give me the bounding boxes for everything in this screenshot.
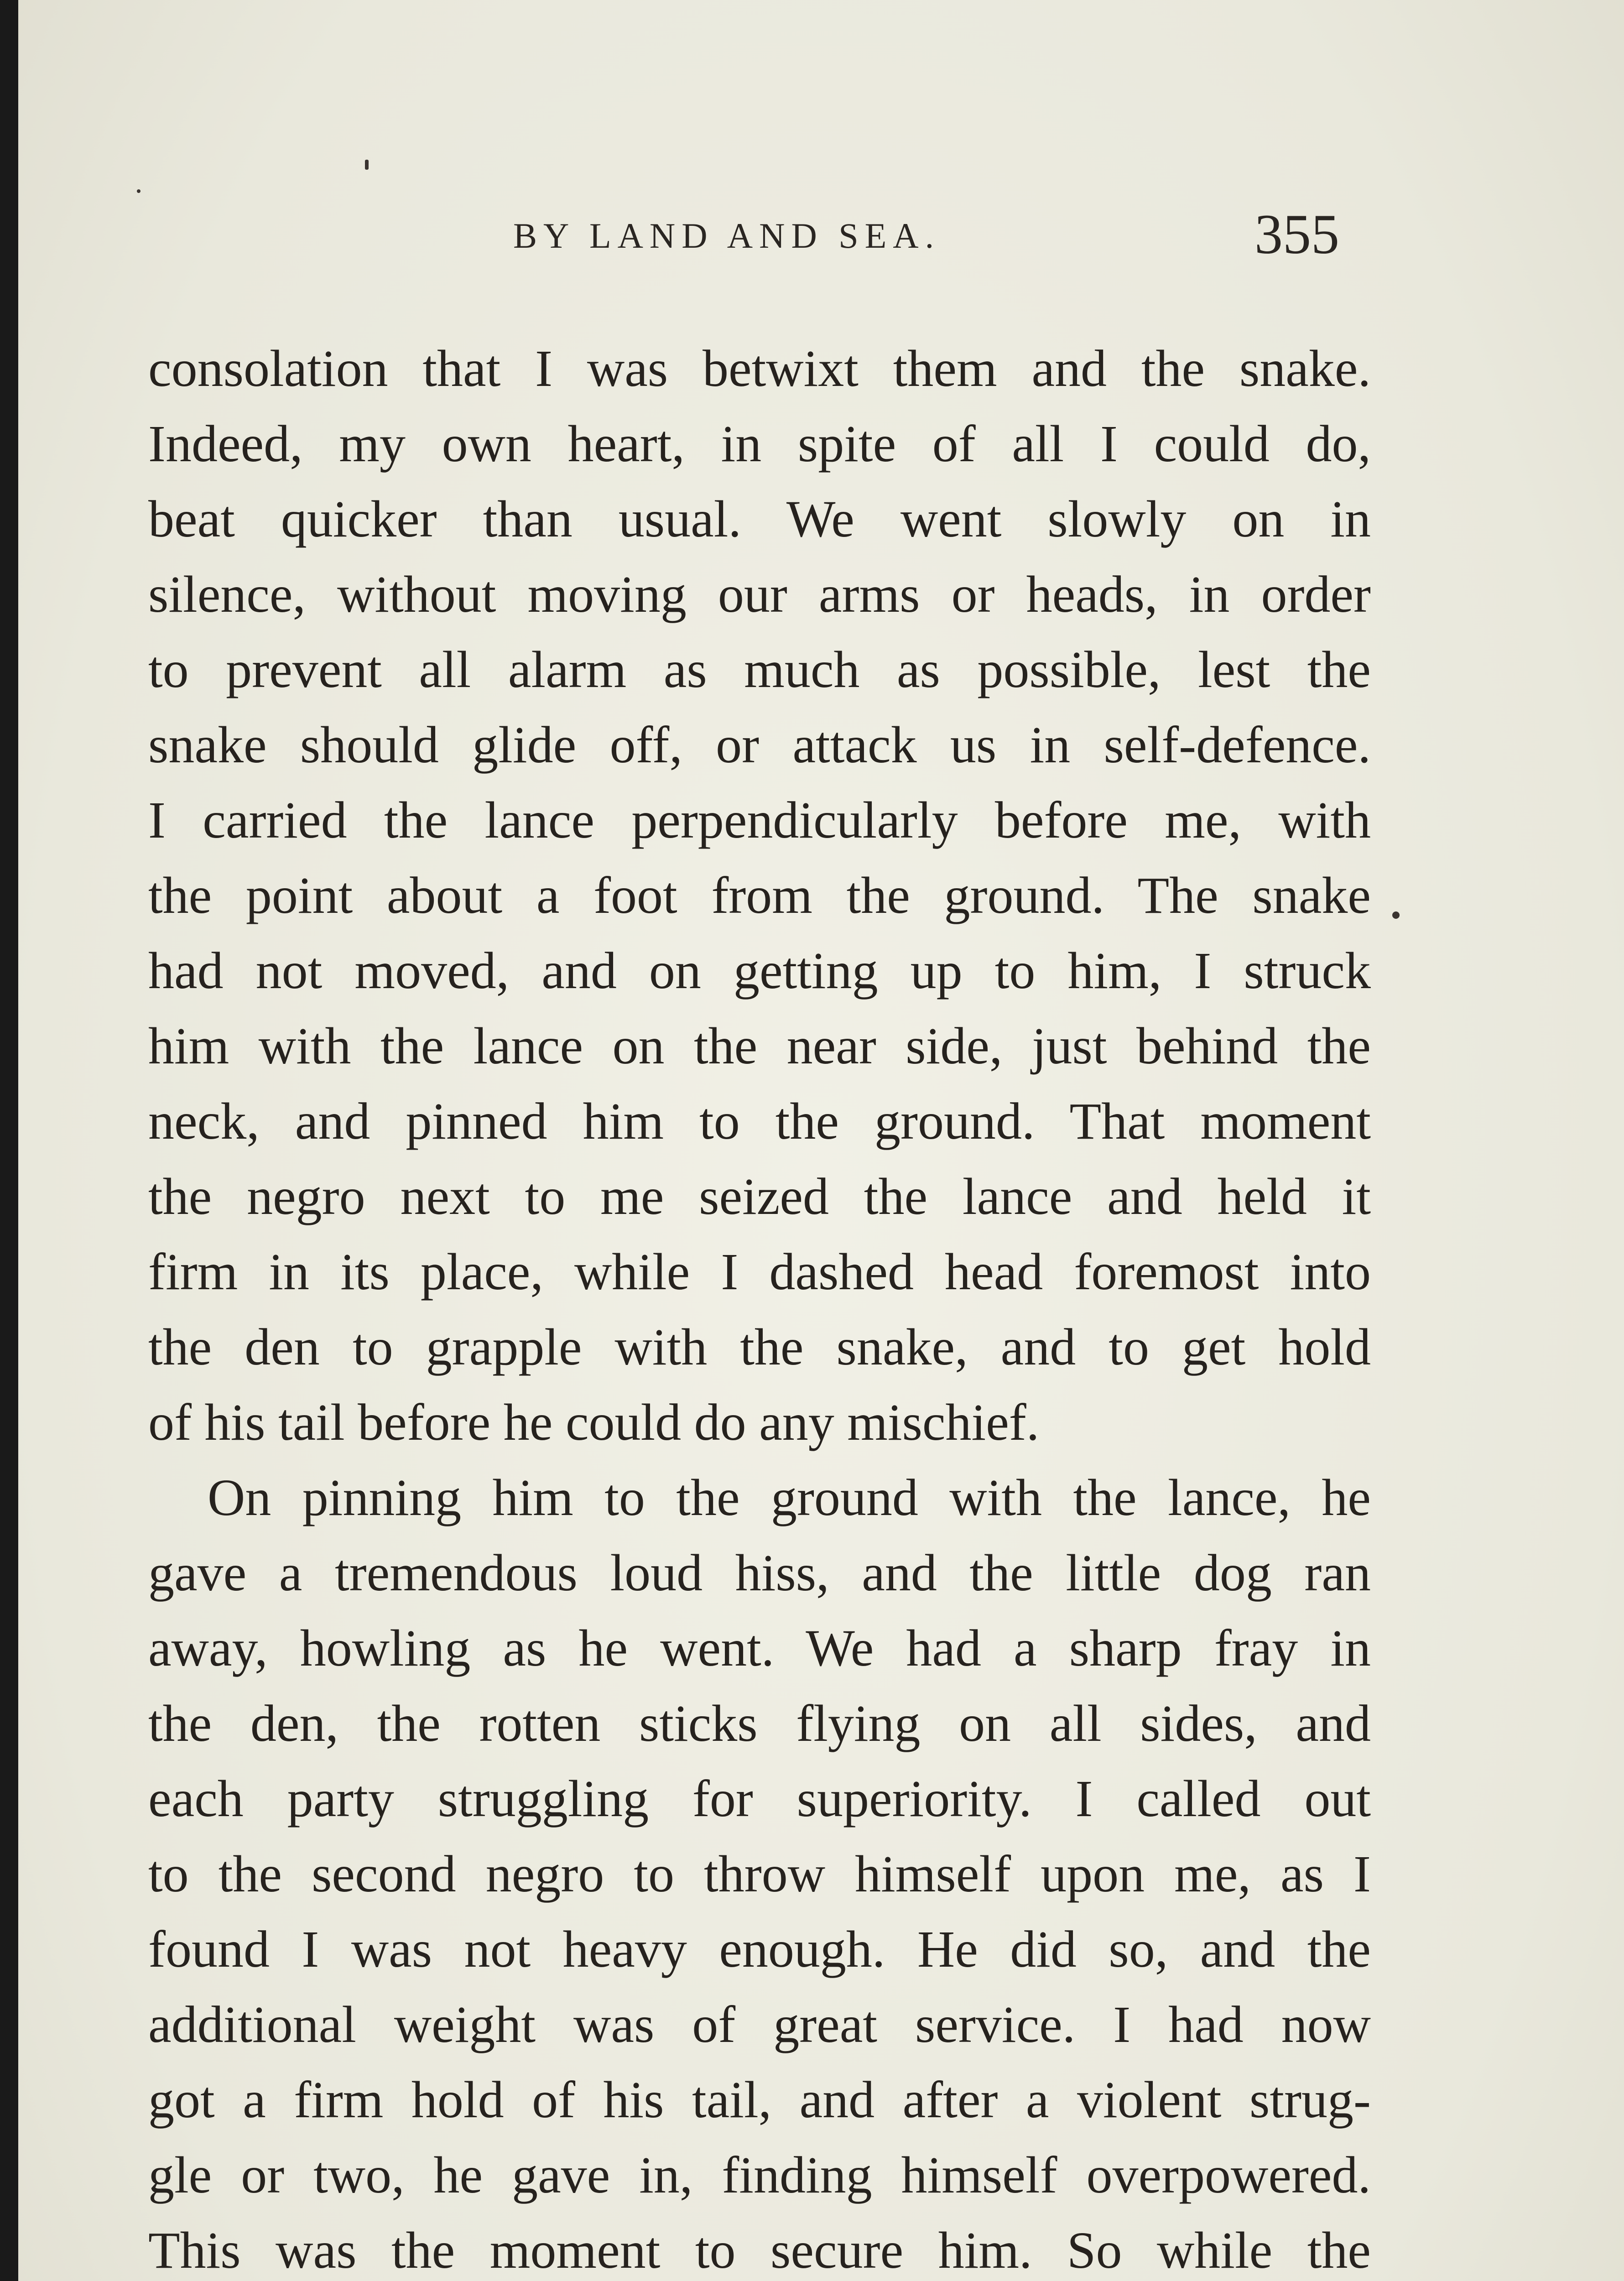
page-number: 355 [1254,203,1339,266]
text-line: to prevent all alarm as much as possible, lest the [148,641,1371,698]
text-line: On pinning him to the ground with the lance, he [208,1469,1371,1526]
book-page [18,0,1624,2281]
text-line: the negro next to me seized the lance and held it [148,1167,1371,1225]
page-body [148,331,1371,2281]
ink-speck [1392,911,1400,919]
text-line: consolation that I was betwixt them and the snake. [148,339,1371,397]
text-line: snake should glide off, or attack us in self-defence. [148,716,1371,774]
ink-speck [137,189,141,193]
running-title: BY LAND AND SEA. [513,216,941,255]
text-line: the point about a foot from the ground. The snake [148,866,1371,924]
text-line: gave a tremendous loud hiss, and the little dog ran [148,1544,1371,1602]
text-line: This was the moment to secure him. So while the [148,2221,1371,2279]
text-line: each party struggling for superiority. I called out [148,1770,1371,1828]
text-line: Indeed, my own heart, in spite of all I could do, [148,415,1371,473]
text-line: I carried the lance perpendicularly before me, with [148,791,1371,849]
paragraph [148,331,1371,1460]
text-line: of his tail before he could do any mischief. [148,1393,1040,1451]
text-line: gle or two, he gave in, finding himself overpowered. [148,2146,1371,2204]
text-line: additional weight was of great service. I had now [148,1995,1371,2053]
text-line: had not moved, and on getting up to him, I struck [148,942,1371,1000]
text-line: got a firm hold of his tail, and after a violent strug- [148,2071,1371,2129]
text-line: the den, the rotten sticks flying on all sides, and [148,1694,1371,1752]
text-line: to the second negro to throw himself upon me, as I [148,1845,1371,1903]
text-line: him with the lance on the near side, just behind the [148,1017,1371,1075]
text-line: neck, and pinned him to the ground. That moment [148,1092,1371,1150]
page-header [18,196,1624,269]
text-line: away, howling as he went. We had a sharp fray in [148,1619,1371,1677]
text-line: the den to grapple with the snake, and to get hold [148,1318,1371,1376]
text-line: firm in its place, while I dashed head foremost into [148,1243,1371,1301]
text-line: beat quicker than usual. We went slowly on in [148,490,1371,548]
text-line: silence, without moving our arms or heads, in order [148,565,1371,623]
text-line: found I was not heavy enough. He did so, and the [148,1920,1371,1978]
paragraph [148,1460,1371,2281]
ink-speck [365,160,369,170]
